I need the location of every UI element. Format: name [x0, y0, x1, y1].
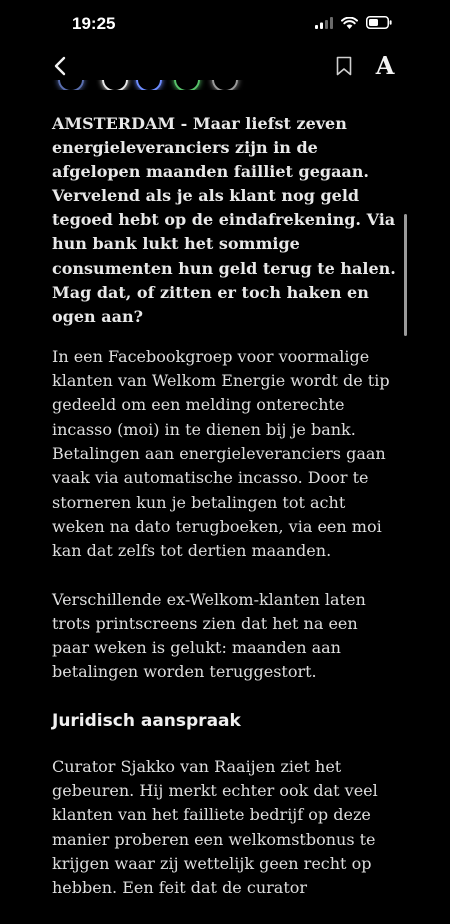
- section-heading: Juridisch aanspraak: [52, 710, 241, 731]
- article-body: [52, 112, 397, 924]
- status-icons: [315, 16, 392, 29]
- font-size-button[interactable]: [370, 50, 400, 80]
- share-dot[interactable]: [174, 80, 200, 90]
- article-paragraph: In een Facebookgroep voor voormalige klanten van Welkom Energie wordt de tip gedeeld om een melding onterechte incasso (moi) in te dienen bij je bank. Betalingen aan energieleveranciers gaan vaak via automatische incasso. Door te storneren kun je betalingen tot acht weken na dato terugboeken, via een moi kan dat zelfs tot dertien maanden.: [52, 346, 390, 561]
- font-size-icon: A: [375, 50, 395, 80]
- back-button[interactable]: [46, 52, 74, 80]
- share-dot[interactable]: [212, 80, 238, 90]
- article-lead: AMSTERDAM - Maar liefst zeven energieleveranciers zijn in de afgelopen maanden failliet gegaan. Vervelend als je als klant nog geld tegoed hebt op de eindafrekening. Via hun bank lukt het sommige consumenten hun geld terug te halen. Mag dat, of zitten er toch haken en ogen aan?: [52, 114, 396, 326]
- bookmark-icon: [336, 56, 352, 76]
- cellular-signal-icon: [315, 17, 333, 29]
- share-buttons-row: [40, 80, 300, 90]
- status-bar: [0, 0, 450, 46]
- article-paragraph: Curator Sjakko van Raaijen ziet het gebeuren. Hij merkt echter ook dat veel klanten van het failliete bedrijf op deze manier proberen een welkomstbonus te krijgen waar zij wettelijk geen recht op hebben. Een feit dat de curator: [52, 756, 378, 898]
- share-dot[interactable]: [58, 80, 84, 90]
- status-time: 19:25: [72, 14, 116, 33]
- battery-icon: [366, 16, 392, 29]
- share-dot[interactable]: [102, 80, 128, 90]
- bookmark-button[interactable]: [330, 52, 358, 80]
- scrollbar-thumb[interactable]: [404, 214, 407, 336]
- share-dot[interactable]: [136, 80, 162, 90]
- article-paragraph: Verschillende ex-Welkom-klanten laten trots printscreens zien dat het na een paar weken is gelukt: maanden aan betalingen worden teruggestort.: [52, 589, 366, 682]
- wifi-icon: [341, 17, 358, 29]
- chevron-left-icon: [53, 56, 67, 76]
